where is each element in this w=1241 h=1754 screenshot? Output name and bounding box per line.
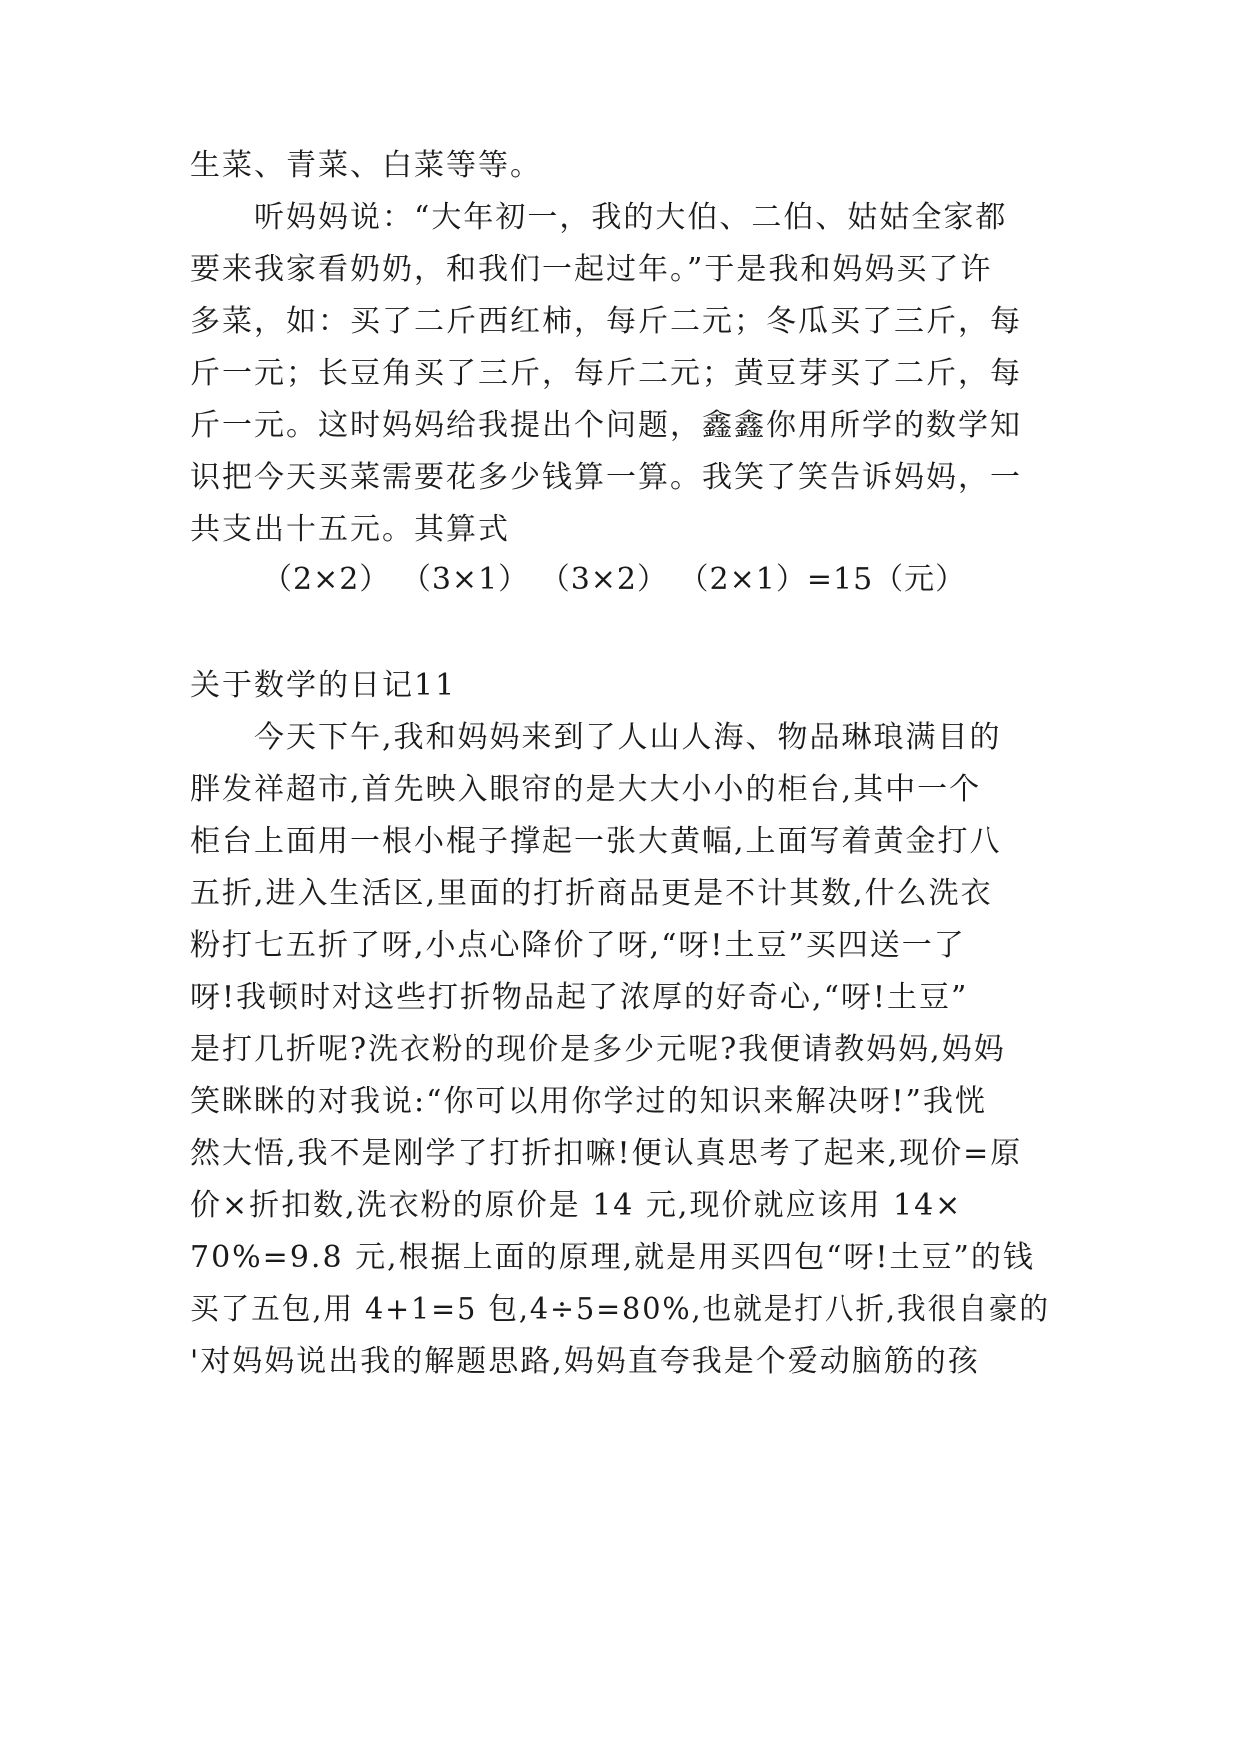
paragraph-line: 斤一元；长豆角买了三斤，每斤二元；黄豆芽买了二斤，每 [190, 356, 1022, 391]
paragraph-line: 识把今天买菜需要花多少钱算一算。我笑了笑告诉妈妈，一 [190, 460, 1022, 495]
formula-line: （2×2） （3×1） （3×2） （2×1）=15（元） [262, 562, 967, 597]
paragraph-line: '对妈妈说出我的解题思路,妈妈直夸我是个爱动脑筋的孩 [190, 1344, 980, 1379]
paragraph-line: 是打几折呢?洗衣粉的现价是多少元呢?我便请教妈妈,妈妈 [190, 1032, 1006, 1067]
paragraph-line: 胖发祥超市,首先映入眼帘的是大大小小的柜台,其中一个 [190, 772, 982, 807]
paragraph-line: 买了五包,用 4+1=5 包,4÷5=80%,也就是打八折,我很自豪的 [190, 1292, 1050, 1327]
paragraph-line: 呀!我顿时对这些打折物品起了浓厚的好奇心,“呀!土豆” [190, 980, 969, 1015]
paragraph-line: 生菜、青菜、白菜等等。 [190, 148, 542, 183]
paragraph-line: 然大悟,我不是刚学了打折扣嘛!便认真思考了起来,现价=原 [190, 1136, 1023, 1171]
paragraph-line: 听妈妈说：“大年初一，我的大伯、二伯、姑姑全家都 [254, 200, 1008, 235]
paragraph-line: 70%=9.8 元,根据上面的原理,就是用买四包“呀!土豆”的钱 [190, 1240, 1035, 1275]
section-title: 关于数学的日记11 [190, 668, 457, 703]
paragraph-line: 粉打七五折了呀,小点心降价了呀,“呀!土豆”买四送一了 [190, 928, 966, 963]
paragraph-line: 柜台上面用一根小棍子撑起一张大黄幅,上面写着黄金打八 [190, 824, 1002, 859]
paragraph-line: 今天下午,我和妈妈来到了人山人海、物品琳琅满目的 [254, 720, 1002, 755]
paragraph-line: 要来我家看奶奶，和我们一起过年。”于是我和妈妈买了许 [190, 252, 993, 287]
paragraph-line: 共支出十五元。其算式 [190, 512, 510, 547]
paragraph-line: 笑眯眯的对我说:“你可以用你学过的知识来解决呀!”我恍 [190, 1084, 987, 1119]
paragraph-line: 斤一元。这时妈妈给我提出个问题，鑫鑫你用所学的数学知 [190, 408, 1022, 443]
paragraph-line: 价×折扣数,洗衣粉的原价是 14 元,现价就应该用 14× [190, 1188, 963, 1223]
paragraph-line: 五折,进入生活区,里面的打折商品更是不计其数,什么洗衣 [190, 876, 993, 911]
paragraph-line: 多菜，如：买了二斤西红柿，每斤二元；冬瓜买了三斤，每 [190, 304, 1022, 339]
